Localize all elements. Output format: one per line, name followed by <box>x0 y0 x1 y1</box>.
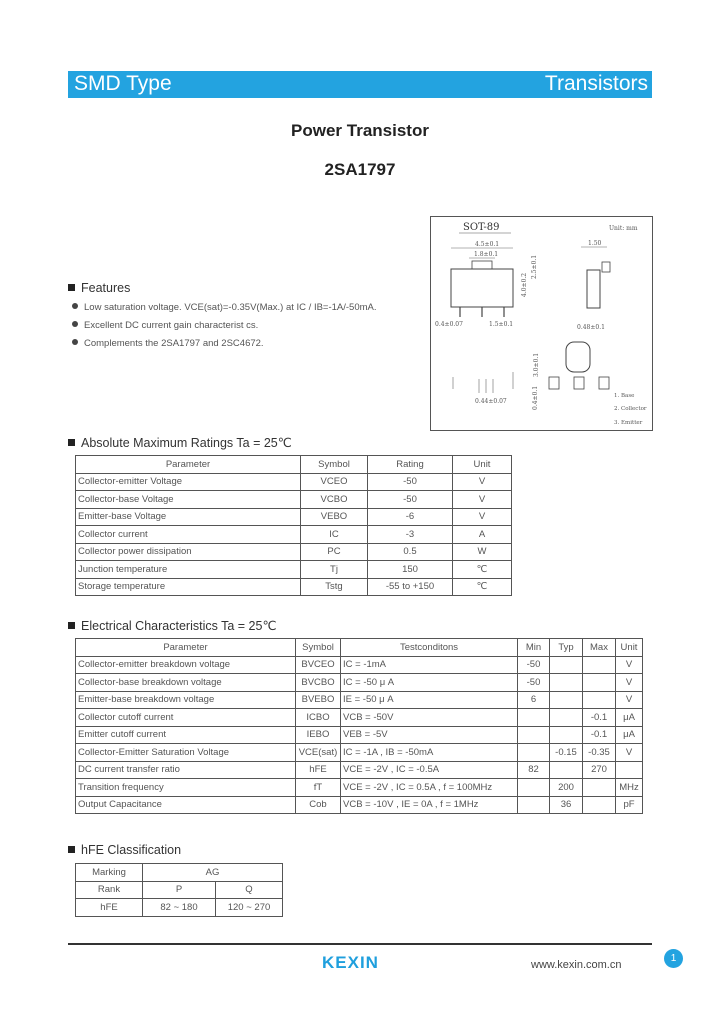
part-number: 2SA1797 <box>324 160 396 179</box>
cell-parameter: Collector-base Voltage <box>76 491 301 509</box>
features-title: Features <box>81 281 131 295</box>
cell-parameter: Emitter cutoff current <box>76 726 296 744</box>
table-header: Max <box>583 639 616 657</box>
footer-divider <box>68 943 652 945</box>
cell-condition: IC = -1A , IB = -50mA <box>341 744 518 762</box>
cell-parameter: Junction temperature <box>76 561 301 579</box>
table-row <box>76 709 643 727</box>
cell-parameter: Collector power dissipation <box>76 543 301 561</box>
table-row <box>76 561 512 579</box>
table-header: Testconditons <box>341 639 518 657</box>
cell-hfe-range: 82 ~ 180 <box>143 899 216 917</box>
cell-max <box>583 674 616 692</box>
table-header: Typ <box>550 639 583 657</box>
cell-symbol: VEBO <box>301 508 368 526</box>
cell-condition: VEB = -5V <box>341 726 518 744</box>
cell-unit: V <box>616 656 643 674</box>
dim-body: 2.5±0.1 <box>531 254 538 279</box>
hfe-heading <box>68 843 181 857</box>
table-row <box>76 543 512 561</box>
cell-symbol: VCBO <box>301 491 368 509</box>
cell-parameter: Collector-Emitter Saturation Voltage <box>76 744 296 762</box>
cell-parameter: Collector-emitter Voltage <box>76 473 301 491</box>
cell-typ <box>550 656 583 674</box>
dim-bottom-lead: 0.4±0.1 <box>532 385 539 410</box>
table-row <box>76 864 283 882</box>
pin-3-label: 3. Emitter <box>614 420 643 426</box>
table-header: Symbol <box>296 639 341 657</box>
hfe-table <box>75 863 283 917</box>
cell-condition: VCE = -2V , IC = -0.5A <box>341 761 518 779</box>
cell-hfe-range: 120 ~ 270 <box>216 899 283 917</box>
cell-min: -50 <box>518 674 550 692</box>
feature-text: Complements the 2SA1797 and 2SC4672. <box>84 338 264 349</box>
cell-unit <box>616 761 643 779</box>
pkg-name: SOT-89 <box>463 222 500 233</box>
cell-max: -0.1 <box>583 726 616 744</box>
feature-item <box>72 338 264 349</box>
cell-symbol: VCEO <box>301 473 368 491</box>
cell-typ <box>550 691 583 709</box>
cell-parameter: Collector-base breakdown voltage <box>76 674 296 692</box>
cell-unit: V <box>453 491 512 509</box>
table-header: Unit <box>453 456 512 474</box>
pin-1-label: 1. Base <box>614 393 635 399</box>
cell-max <box>583 796 616 814</box>
cell-condition: VCB = -50V <box>341 709 518 727</box>
dim-front: 0.44±0.07 <box>475 398 507 405</box>
cell-symbol: Cob <box>296 796 341 814</box>
electrical-heading <box>68 618 276 633</box>
table-row <box>76 761 643 779</box>
cell-min <box>518 726 550 744</box>
cell-min <box>518 709 550 727</box>
cell-min: -50 <box>518 656 550 674</box>
cell-min: 6 <box>518 691 550 709</box>
cell-unit: V <box>616 691 643 709</box>
features-heading <box>68 281 130 295</box>
dim-height: 4.0±0.2 <box>521 272 528 297</box>
cell-symbol: ICBO <box>296 709 341 727</box>
table-row <box>76 881 283 899</box>
cell-unit: pF <box>616 796 643 814</box>
cell-hfe-label: hFE <box>76 899 143 917</box>
table-header-row <box>76 639 643 657</box>
cell-unit: MHz <box>616 779 643 797</box>
cell-min <box>518 796 550 814</box>
abs-max-heading <box>68 435 292 450</box>
hfe-title: hFE Classification <box>81 843 182 857</box>
bullet-square-icon <box>68 622 75 629</box>
table-row <box>76 779 643 797</box>
cell-rating: -55 to +150 <box>368 578 453 596</box>
cell-symbol: hFE <box>296 761 341 779</box>
cell-rating: -6 <box>368 508 453 526</box>
cell-condition: VCB = -10V , IE = 0A , f = 1MHz <box>341 796 518 814</box>
table-row <box>76 674 643 692</box>
dim-side: 0.48±0.1 <box>577 324 605 331</box>
cell-symbol: Tstg <box>301 578 368 596</box>
cell-unit: A <box>453 526 512 544</box>
cell-condition: VCE = -2V , IC = 0.5A , f = 100MHz <box>341 779 518 797</box>
dim-bottom: 3.0±0.1 <box>533 352 540 377</box>
cell-parameter: Emitter-base breakdown voltage <box>76 691 296 709</box>
cell-max <box>583 779 616 797</box>
cell-condition: IC = -50 μ A <box>341 674 518 692</box>
cell-marking-value: AG <box>143 864 283 882</box>
cell-parameter: DC current transfer ratio <box>76 761 296 779</box>
cell-unit: ℃ <box>453 578 512 596</box>
electrical-title: Electrical Characteristics Ta = 25℃ <box>81 619 277 633</box>
table-row <box>76 744 643 762</box>
cell-rating: -3 <box>368 526 453 544</box>
table-row <box>76 726 643 744</box>
cell-parameter: Output Capacitance <box>76 796 296 814</box>
table-row <box>76 526 512 544</box>
bullet-dot-icon <box>72 303 78 309</box>
cell-rank: Q <box>216 881 283 899</box>
cell-rating: 0.5 <box>368 543 453 561</box>
table-row <box>76 656 643 674</box>
cell-unit: μA <box>616 709 643 727</box>
cell-unit: W <box>453 543 512 561</box>
cell-unit: μA <box>616 726 643 744</box>
header-category: SMD Type <box>74 72 172 95</box>
cell-typ <box>550 761 583 779</box>
cell-symbol: fT <box>296 779 341 797</box>
cell-condition: IC = -1mA <box>341 656 518 674</box>
cell-min: 82 <box>518 761 550 779</box>
cell-min <box>518 779 550 797</box>
footer-url: www.kexin.com.cn <box>531 959 622 971</box>
bullet-square-icon <box>68 846 75 853</box>
dim-lead: 0.4±0.07 <box>435 321 463 328</box>
bullet-square-icon <box>68 284 75 291</box>
table-row <box>76 578 512 596</box>
dim-thick: 1.50 <box>588 240 602 247</box>
cell-typ <box>550 709 583 727</box>
dim-width: 4.5±0.1 <box>475 241 500 248</box>
cell-symbol: BVEBO <box>296 691 341 709</box>
cell-parameter: Transition frequency <box>76 779 296 797</box>
kexin-logo: KEXIN <box>322 953 379 972</box>
cell-symbol: BVCBO <box>296 674 341 692</box>
cell-max <box>583 656 616 674</box>
abs-max-title: Absolute Maximum Ratings Ta = 25℃ <box>81 436 292 450</box>
table-header-row <box>76 456 512 474</box>
pkg-unit: Unit: mm <box>609 225 638 232</box>
table-row <box>76 508 512 526</box>
table-header: Symbol <box>301 456 368 474</box>
cell-symbol: PC <box>301 543 368 561</box>
cell-rank-label: Rank <box>76 881 143 899</box>
cell-max: -0.35 <box>583 744 616 762</box>
cell-typ: 200 <box>550 779 583 797</box>
cell-parameter: Collector cutoff current <box>76 709 296 727</box>
table-row <box>76 899 283 917</box>
table-header: Min <box>518 639 550 657</box>
feature-item <box>72 302 377 313</box>
cell-unit: V <box>616 744 643 762</box>
abs-max-table <box>75 455 512 596</box>
cell-max: 270 <box>583 761 616 779</box>
dim-tab: 1.8±0.1 <box>474 251 499 258</box>
cell-condition: IE = -50 μ A <box>341 691 518 709</box>
cell-rating: -50 <box>368 491 453 509</box>
cell-symbol: IC <box>301 526 368 544</box>
dim-pitch: 1.5±0.1 <box>489 321 514 328</box>
cell-typ <box>550 726 583 744</box>
pin-2-label: 2. Collector <box>614 406 647 412</box>
cell-typ <box>550 674 583 692</box>
cell-typ: -0.15 <box>550 744 583 762</box>
bullet-dot-icon <box>72 321 78 327</box>
feature-text: Excellent DC current gain characterist cs. <box>84 320 259 331</box>
cell-unit: V <box>616 674 643 692</box>
electrical-table <box>75 638 643 814</box>
cell-parameter: Collector-emitter breakdown voltage <box>76 656 296 674</box>
cell-symbol: Tj <box>301 561 368 579</box>
table-row <box>76 473 512 491</box>
cell-unit: V <box>453 473 512 491</box>
cell-rating: -50 <box>368 473 453 491</box>
table-header: Unit <box>616 639 643 657</box>
cell-parameter: Emitter-base Voltage <box>76 508 301 526</box>
cell-parameter: Storage temperature <box>76 578 301 596</box>
cell-marking-label: Marking <box>76 864 143 882</box>
page-number: 1 <box>664 949 683 968</box>
bullet-dot-icon <box>72 339 78 345</box>
cell-rank: P <box>143 881 216 899</box>
cell-unit: V <box>453 508 512 526</box>
cell-typ: 36 <box>550 796 583 814</box>
cell-min <box>518 744 550 762</box>
cell-unit: ℃ <box>453 561 512 579</box>
table-header: Parameter <box>76 456 301 474</box>
cell-symbol: BVCEO <box>296 656 341 674</box>
feature-item <box>72 320 258 331</box>
table-row <box>76 491 512 509</box>
cell-symbol: VCE(sat) <box>296 744 341 762</box>
doc-title: Power Transistor <box>291 121 429 140</box>
package-drawing <box>430 216 653 431</box>
feature-text: Low saturation voltage. VCE(sat)=-0.35V(Max.) at IC / IB=-1A/-50mA. <box>84 302 377 313</box>
table-row <box>76 691 643 709</box>
header-bar <box>68 71 652 98</box>
cell-rating: 150 <box>368 561 453 579</box>
table-header: Parameter <box>76 639 296 657</box>
cell-max <box>583 691 616 709</box>
cell-parameter: Collector current <box>76 526 301 544</box>
header-type: Transistors <box>544 72 648 95</box>
bullet-square-icon <box>68 439 75 446</box>
cell-symbol: IEBO <box>296 726 341 744</box>
cell-max: -0.1 <box>583 709 616 727</box>
table-row <box>76 796 643 814</box>
table-header: Rating <box>368 456 453 474</box>
